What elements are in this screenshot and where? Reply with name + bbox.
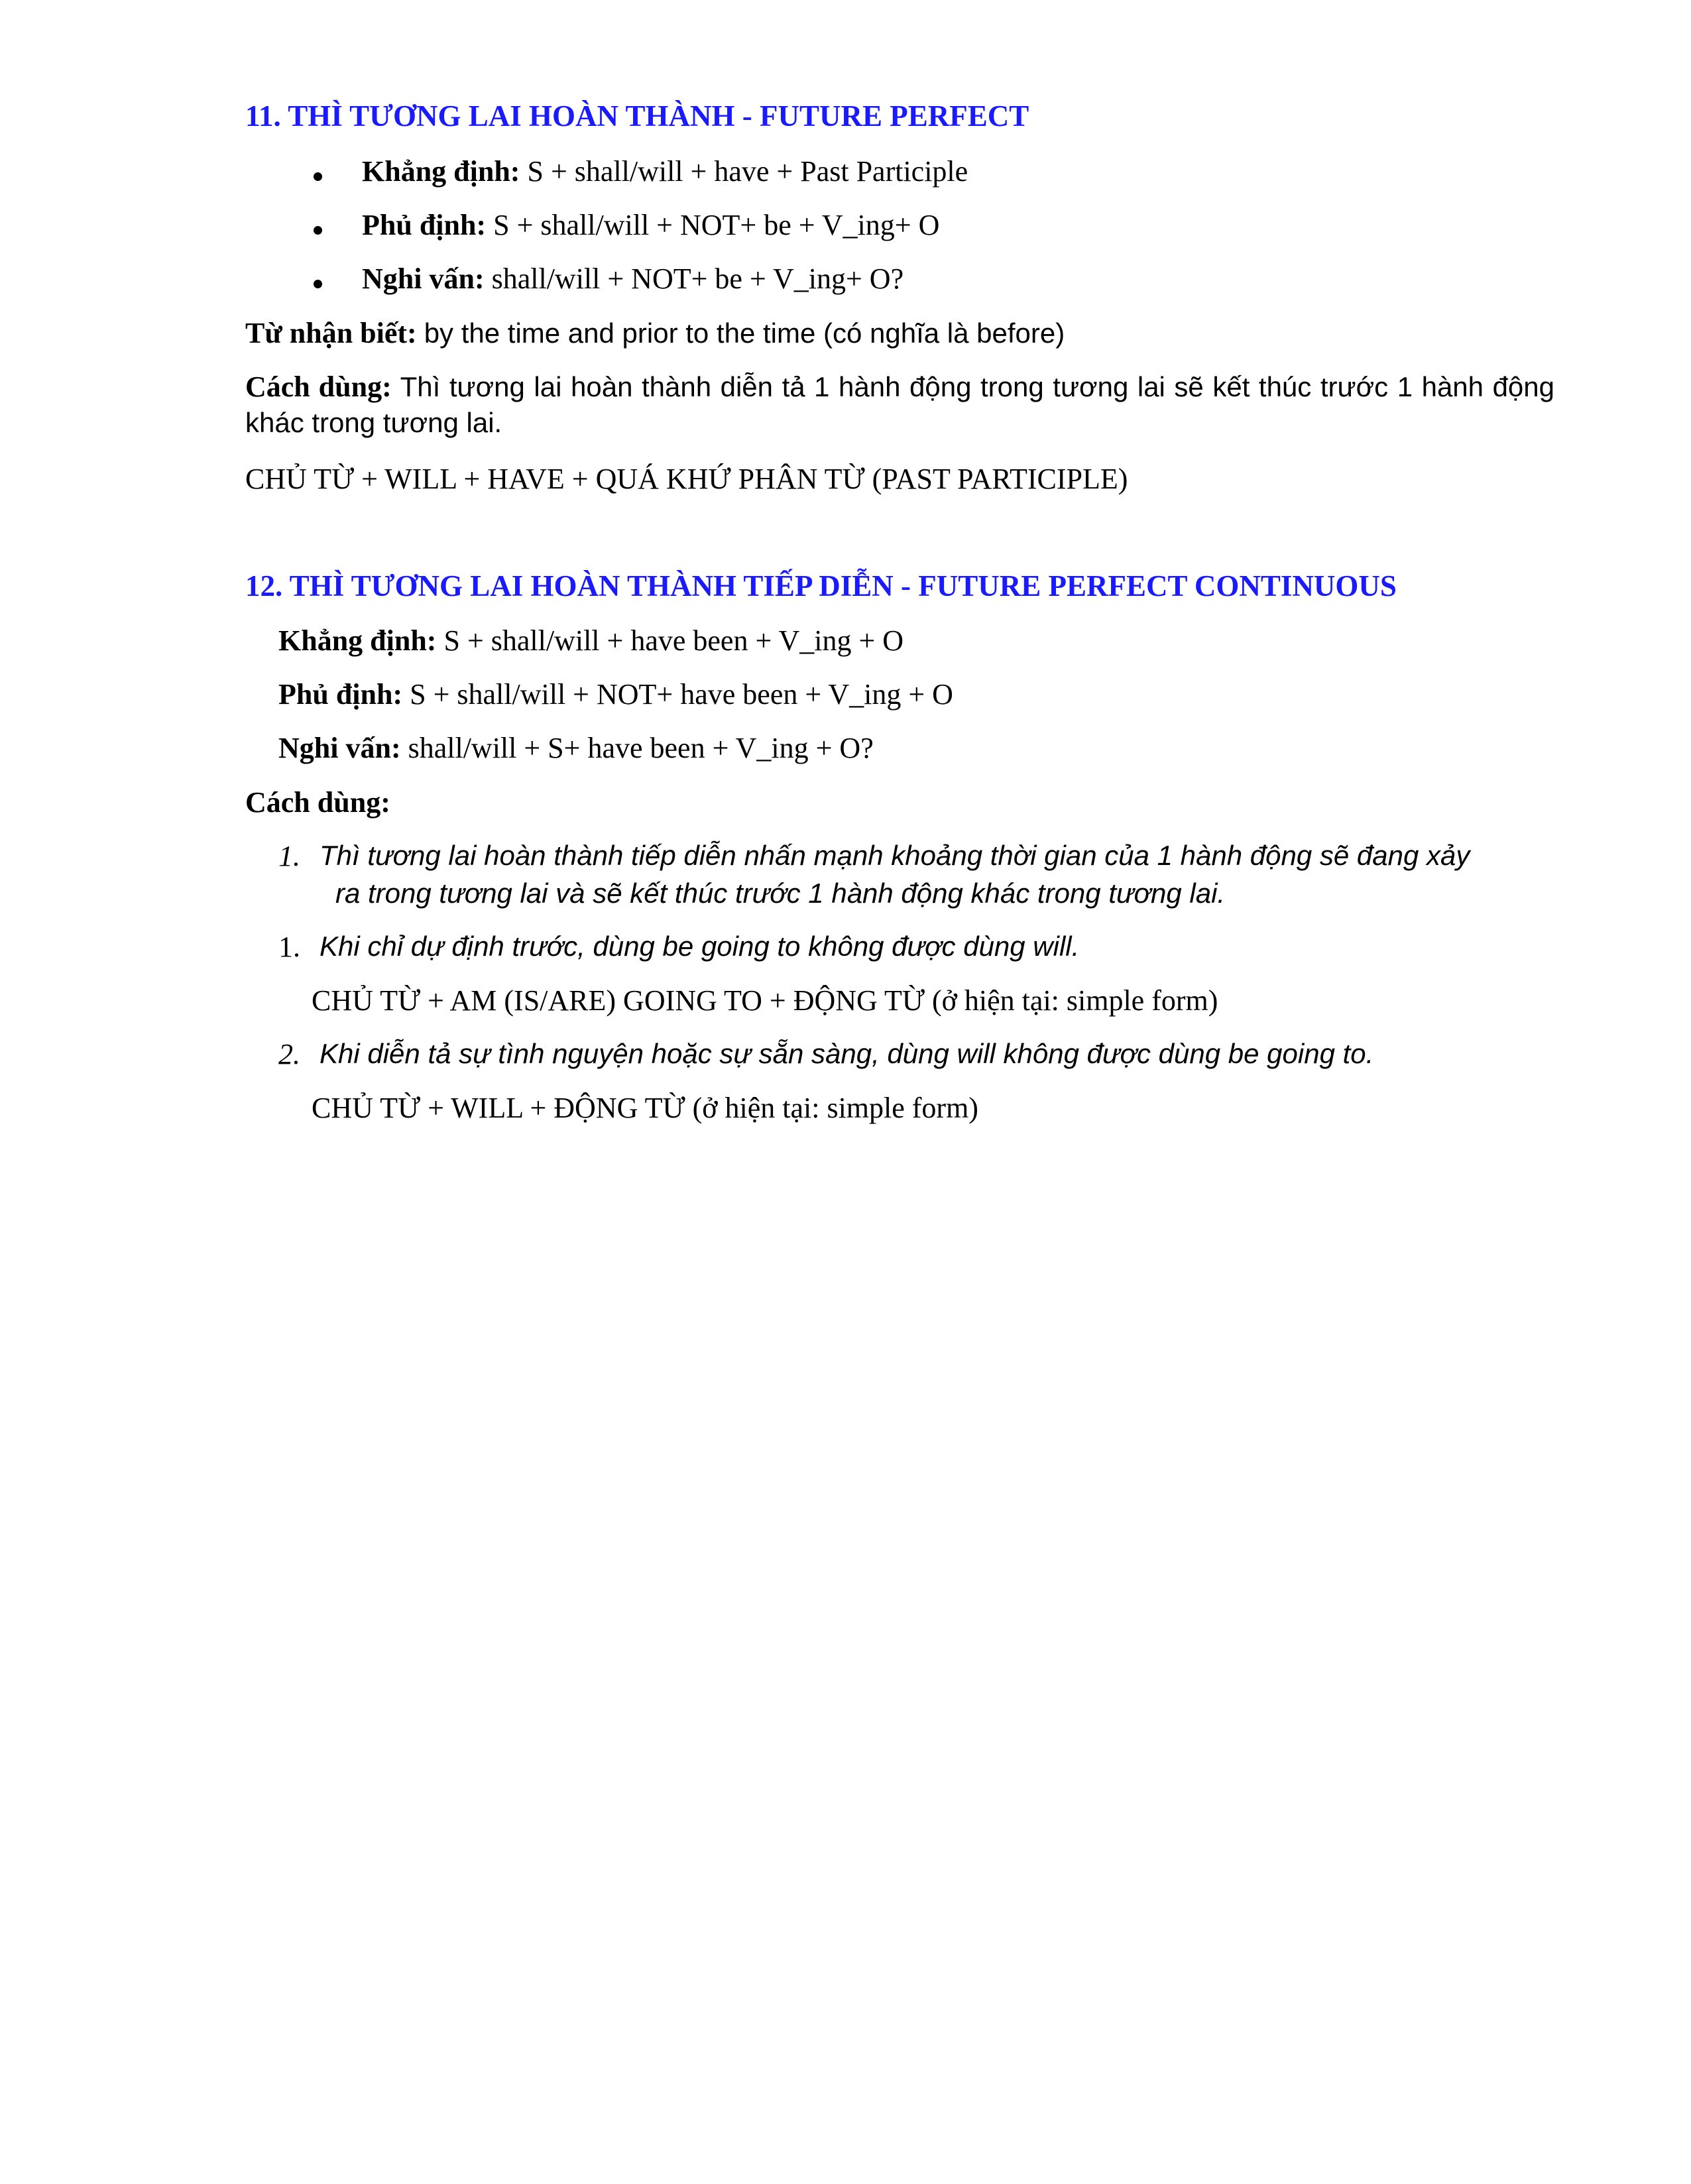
item-label: Nghi vấn: (362, 262, 485, 295)
item-text: shall/will + NOT+ be + V_ing+ O? (491, 262, 904, 295)
item-text: S + shall/will + have been + V_ing + O (443, 624, 904, 657)
bullet-icon (314, 226, 322, 235)
usage-item-line: Thì tương lai hoàn thành tiếp diễn nhấn mạnh khoảng thời gian của 1 hành động sẽ đang xảy (320, 840, 1470, 871)
usage-paragraph (245, 369, 1554, 440)
formula: CHỦ TỪ + WILL + HAVE + QUÁ KHỨ PHÂN TỪ (PAST PARTICIPLE) (245, 463, 1128, 495)
usage-item-line: Khi diễn tả sự tình nguyện hoặc sự sẵn sàng, dùng will không được dùng be going to. (320, 1038, 1374, 1069)
item-text: S + shall/will + have + Past Participle (527, 155, 968, 188)
section-12-title: 12. THÌ TƯƠNG LAI HOÀN THÀNH TIẾP DIỄN - FUTURE PERFECT CONTINUOUS (245, 569, 1397, 603)
item-text: shall/will + S+ have been + V_ing + O? (408, 732, 874, 764)
bullet-icon (314, 172, 322, 181)
signal-words (245, 316, 1065, 351)
item-text: S + shall/will + NOT+ be + V_ing+ O (493, 209, 940, 241)
usage-label: Cách dùng: (245, 786, 390, 819)
usage-text: Thì tương lai hoàn thành diễn tả 1 hành động trong tương lai sẽ kết thúc trước 1 hành động khác trong tương lai. (245, 371, 1555, 438)
section-11-title: 11. THÌ TƯƠNG LAI HOÀN THÀNH - FUTURE PERFECT (245, 99, 1029, 133)
usage-item-line: Khi chỉ dự định trước, dùng be going to không được dùng will. (320, 931, 1080, 962)
item-label: Phủ định: (278, 678, 403, 711)
item-label: Khẳng định: (278, 624, 437, 657)
formula: CHỦ TỪ + AM (IS/ARE) GOING TO + ĐỘNG TỪ (ở hiện tại: simple form) (312, 984, 1218, 1017)
usage-label: Cách dùng: (245, 371, 392, 403)
list-item (362, 207, 939, 243)
list-item (362, 154, 968, 190)
formula: CHỦ TỪ + WILL + ĐỘNG TỪ (ở hiện tại: simple form) (312, 1092, 978, 1124)
signal-label: Từ nhận biết: (245, 317, 417, 349)
list-number: 2. (278, 1038, 300, 1070)
usage-item-line: ra trong tương lai và sẽ kết thúc trước 1 hành động khác trong tương lai. (335, 878, 1226, 909)
list-number: 1. (278, 840, 300, 872)
list-item (278, 730, 874, 766)
list-item (278, 623, 904, 659)
item-text: S + shall/will + NOT+ have been + V_ing + O (410, 678, 953, 711)
list-number: 1. (278, 931, 300, 963)
bullet-icon (314, 280, 322, 288)
list-item (278, 677, 953, 713)
item-label: Khẳng định: (362, 155, 520, 188)
item-label: Nghi vấn: (278, 732, 401, 764)
item-label: Phủ định: (362, 209, 487, 241)
signal-text: by the time and prior to the time (có nghĩa là before) (424, 317, 1065, 349)
list-item (362, 261, 904, 297)
